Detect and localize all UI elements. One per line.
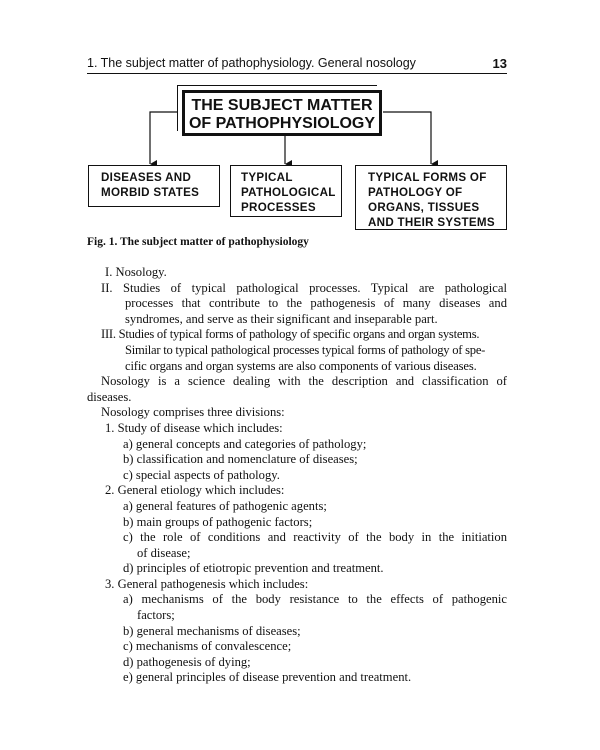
text-line: c) mechanisms of convalescence; bbox=[123, 639, 292, 654]
text-line: I. Nosology. bbox=[105, 265, 167, 279]
diagram-box-typical-forms bbox=[355, 165, 507, 230]
text-line: d) principles of etiotropic prevention and treatment. bbox=[123, 561, 384, 576]
text-line: cific organs and organ systems are also components of various diseases. bbox=[125, 358, 477, 373]
text-line: diseases. bbox=[87, 389, 132, 404]
box-line: ORGANS, TISSUES bbox=[368, 201, 480, 214]
text-line: 1. Study of disease which includes: bbox=[105, 420, 283, 435]
box-line: TYPICAL bbox=[241, 171, 293, 184]
page-number: 13 bbox=[492, 56, 507, 71]
text-line: e) general principles of disease prevention and treatment. bbox=[123, 670, 412, 685]
box-line: PATHOLOGICAL bbox=[241, 186, 336, 199]
connector-to-forms bbox=[383, 112, 431, 164]
box-line: DISEASES AND bbox=[101, 171, 192, 184]
box-line: PROCESSES bbox=[241, 201, 316, 214]
diagram-box-processes bbox=[230, 165, 342, 217]
box-line: AND THEIR SYSTEMS bbox=[368, 216, 495, 229]
text-line: a) general concepts and categories of pathology; bbox=[123, 436, 367, 451]
text-line: III. Studies of typical forms of pathology of specific organs and organ systems. bbox=[101, 327, 480, 342]
text-line: Nosology is a science dealing with the description and classification of bbox=[101, 374, 507, 389]
box-line: TYPICAL FORMS OF bbox=[368, 171, 487, 184]
figure-caption: Fig. 1. The subject matter of pathophysiology bbox=[87, 236, 309, 248]
text-line: Similar to typical pathological processes typical forms of pathology of spe- bbox=[125, 342, 486, 357]
chapter-title: 1. The subject matter of pathophysiology. General nosology bbox=[87, 56, 416, 70]
diagram-box-diseases bbox=[88, 165, 220, 207]
text-line: processes that contribute to the pathogenesis of many diseases and bbox=[125, 296, 507, 311]
diagram-main-box bbox=[182, 90, 382, 136]
box-line: PATHOLOGY OF bbox=[368, 186, 463, 199]
text-line: factors; bbox=[137, 608, 175, 623]
text-line: c) special aspects of pathology. bbox=[123, 467, 280, 482]
text-line: b) general mechanisms of diseases; bbox=[123, 623, 301, 638]
text-line: II. Studies of typical pathological processes. Typical are pathological bbox=[101, 280, 507, 295]
text-line: 3. General pathogenesis which includes: bbox=[105, 576, 309, 591]
text-line: c) the role of conditions and reactivity of the body in the initiation bbox=[123, 530, 507, 545]
text-line: b) main groups of pathogenic factors; bbox=[123, 514, 313, 529]
main-title-line2: OF PATHOPHYSIOLOGY bbox=[188, 115, 376, 132]
text-line: b) classification and nomenclature of diseases; bbox=[123, 452, 358, 467]
text-line: of disease; bbox=[137, 545, 191, 560]
text-line: Nosology comprises three divisions: bbox=[101, 405, 285, 420]
text-line: 2. General etiology which includes: bbox=[105, 483, 285, 498]
main-title-line1: THE SUBJECT MATTER bbox=[191, 97, 373, 114]
text-line: a) mechanisms of the body resistance to the effects of pathogenic bbox=[123, 592, 507, 607]
body-text bbox=[87, 265, 507, 686]
connector-to-diseases bbox=[150, 112, 179, 164]
box-line: MORBID STATES bbox=[101, 186, 200, 199]
text-line: d) pathogenesis of dying; bbox=[123, 654, 251, 669]
text-line: syndromes, and serve as their significant and inseparable part. bbox=[125, 311, 438, 326]
text-line: a) general features of pathogenic agents; bbox=[123, 498, 327, 513]
